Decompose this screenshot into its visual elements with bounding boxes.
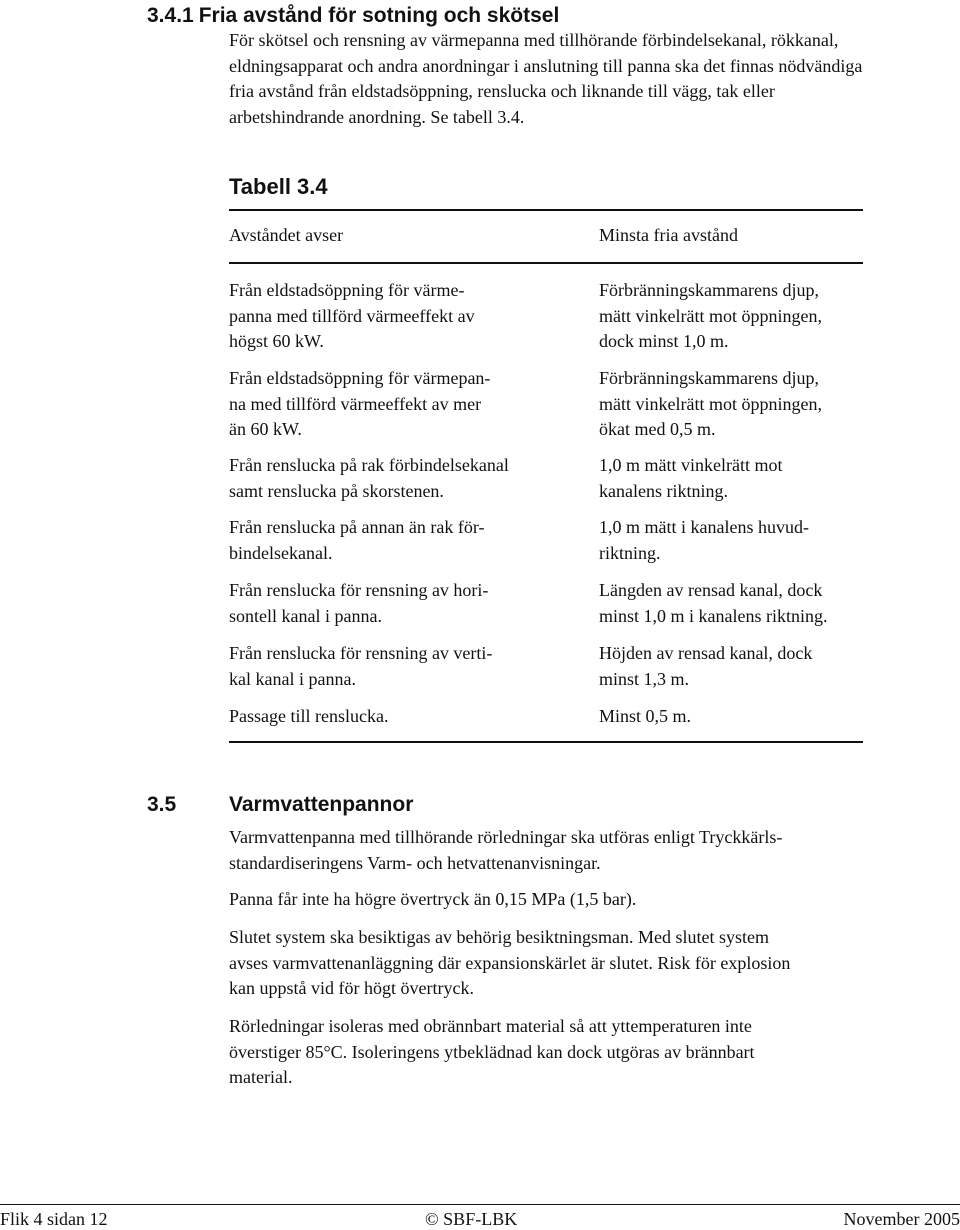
section-35-paragraph-1: Varmvattenpanna med tillhörande rörledningar ska utföras enligt Tryckkärls- standardiseringens Varm- och hetvattenanvisningar. [229,827,783,873]
footer-date: November 2005 [843,1209,960,1229]
table-row-5-right: Längden av rensad kanal, dock minst 1,0 m i kanalens riktning. [599,580,828,626]
table-header-rule [229,262,863,264]
section-35-paragraph-3: Slutet system ska besiktigas av behörig besiktningsman. Med slutet system avses varmvattenanläggning där expansionskärlet är slutet. Risk för explosion kan uppstå vid för högt övertryck. [229,927,791,998]
table-header-right: Minsta fria avstånd [599,225,738,245]
table-title: Tabell 3.4 [229,174,328,199]
table-row-3-right: 1,0 m mätt vinkelrätt mot kanalens riktning. [599,455,783,501]
section-35-paragraph-2: Panna får inte ha högre övertryck än 0,15 MPa (1,5 bar). [229,889,637,909]
section-35-paragraph-4: Rörledningar isoleras med obrännbart material så att yttemperaturen inte överstiger 85°C. Isoleringens ytbeklädnad kan dock utgöras av brännbart material. [229,1016,755,1087]
table-row-4-left: Från renslucka på annan än rak för- bindelsekanal. [229,517,485,563]
table-row-5-left: Från renslucka för rensning av hori- sontell kanal i panna. [229,580,489,626]
section-35-heading [147,789,413,821]
table-row-4-right: 1,0 m mätt i kanalens huvud- riktning. [599,517,809,563]
table-row-3-left: Från renslucka på rak förbindelsekanal samt renslucka på skorstenen. [229,455,509,501]
table-bottom-rule [229,741,863,743]
section-35-number: 3.5 [147,793,177,816]
footer-page-ref: Flik 4 sidan 12 [0,1209,108,1229]
table-row-1-right: Förbränningskammarens djup, mätt vinkelrätt mot öppningen, dock minst 1,0 m. [599,280,822,351]
table-row-6-left: Från renslucka för rensning av verti- kal kanal i panna. [229,643,493,689]
section-341-body: För skötsel och rensning av värmepanna med tillhörande förbindelsekanal, rökkanal, eldningsapparat och andra anordningar i anslutning till panna ska det finnas nödvändiga fria avstånd från eldstadsöppning, renslucka och liknande till vägg, tak eller arbetshindrande anordning. Se tabell 3.4. [229,30,863,127]
table-row-7-left: Passage till renslucka. [229,706,389,726]
table-top-rule [229,209,863,211]
section-341-number: 3.4.1 [147,4,194,27]
table-row-2-left: Från eldstadsöppning för värmepan- na med tillförd värmeeffekt av mer än 60 kW. [229,368,491,439]
table-row-2-right: Förbränningskammarens djup, mätt vinkelrätt mot öppningen, ökat med 0,5 m. [599,368,822,439]
section-35-title: Varmvattenpannor [229,793,414,816]
footer-copyright: © SBF-LBK [425,1209,518,1229]
table-row-7-right: Minst 0,5 m. [599,706,692,726]
section-341-title: Fria avstånd för sotning och skötsel [198,4,560,27]
table-header-left: Avståndet avser [229,225,344,245]
table-row-6-right: Höjden av rensad kanal, dock minst 1,3 m. [599,643,813,689]
footer-rule [0,1204,960,1205]
table-row-1-left: Från eldstadsöppning för värme- panna med tillförd värmeeffekt av högst 60 kW. [229,280,475,351]
